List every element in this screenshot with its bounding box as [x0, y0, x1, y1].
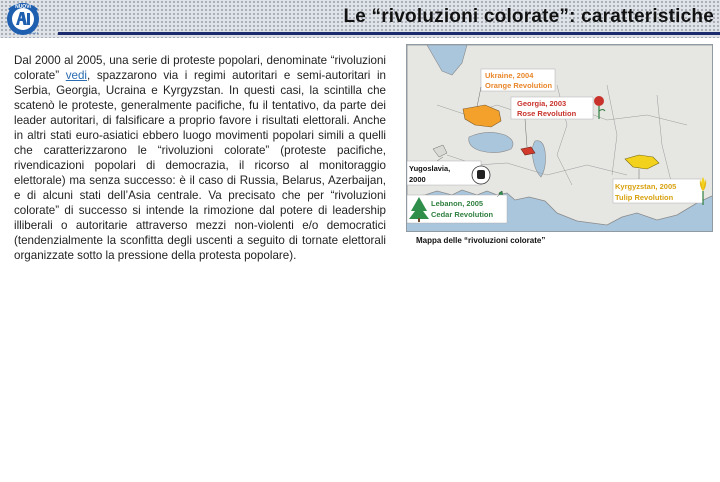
lebanon-revolution-label: Cedar Revolution — [431, 210, 494, 219]
svg-text:www.nuovi.it: www.nuovi.it — [21, 31, 39, 35]
georgia-label: Georgia, 2003 — [517, 99, 567, 108]
publisher-logo — [3, 1, 43, 37]
title-underline — [58, 32, 720, 35]
vedi-link[interactable]: vedi — [65, 69, 87, 82]
paragraph-text-start: Dal 2000 al 2005, una serie di proteste popolari, denominate “rivoluzioni colorate” — [14, 54, 386, 82]
svg-text:NUOVI: NUOVI — [15, 4, 31, 10]
main-paragraph — [14, 53, 386, 263]
colored-revolutions-map — [406, 44, 713, 232]
lebanon-label: Lebanon, 2005 — [431, 199, 484, 208]
ukraine-revolution-label: Orange Revolution — [485, 81, 553, 90]
georgia-revolution-label: Rose Revolution — [517, 109, 577, 118]
paragraph-text-end: , spazzarono via i regimi autoritari e semi-autoritari in Serbia, Georgia, Ucraina e Kyrgyzstan. In questi casi, la scintilla che scatenò le proteste, generalmente pacifiche, fu il tentativo, da parte dei leader autoritari, di falsificare a proprio favore i risultati elettorali. Anche in altri stati euro-asiatici ebbero luogo movimenti popolari simili a quelli che caratterizzarono le “rivoluzioni colorate” (proteste pacifiche, rivendicazioni popolari di democrazia, il ricorso al monitoraggio elettorale) ma senza successo: è il caso di Russia, Belarus, Azerbaijan, e di alcuni stati dell’Asia centrale. Va precisato che per “rivoluzioni colorate” di successo si intende la rimozione dal potere di leadership illiberali o autoritarie attraverso mezzi non-violenti e/o democratici (tendenzialmente la sconfitta degli uscenti a seguito di tornate elettorali organizzate sotto la pressione della protesta popolare). — [14, 69, 386, 262]
ukraine-label: Ukraine, 2004 — [485, 71, 534, 80]
fist-icon — [472, 166, 490, 184]
yugoslavia-year-label: 2000 — [409, 175, 426, 184]
map-caption: Mappa delle “rivoluzioni colorate” — [416, 236, 546, 245]
page-title: Le “rivoluzioni colorate”: caratteristiche — [343, 6, 714, 27]
kyrgyzstan-revolution-label: Tulip Revolution — [615, 193, 674, 202]
yugoslavia-label: Yugoslavia, — [409, 164, 451, 173]
kyrgyzstan-label: Kyrgyzstan, 2005 — [615, 182, 677, 191]
